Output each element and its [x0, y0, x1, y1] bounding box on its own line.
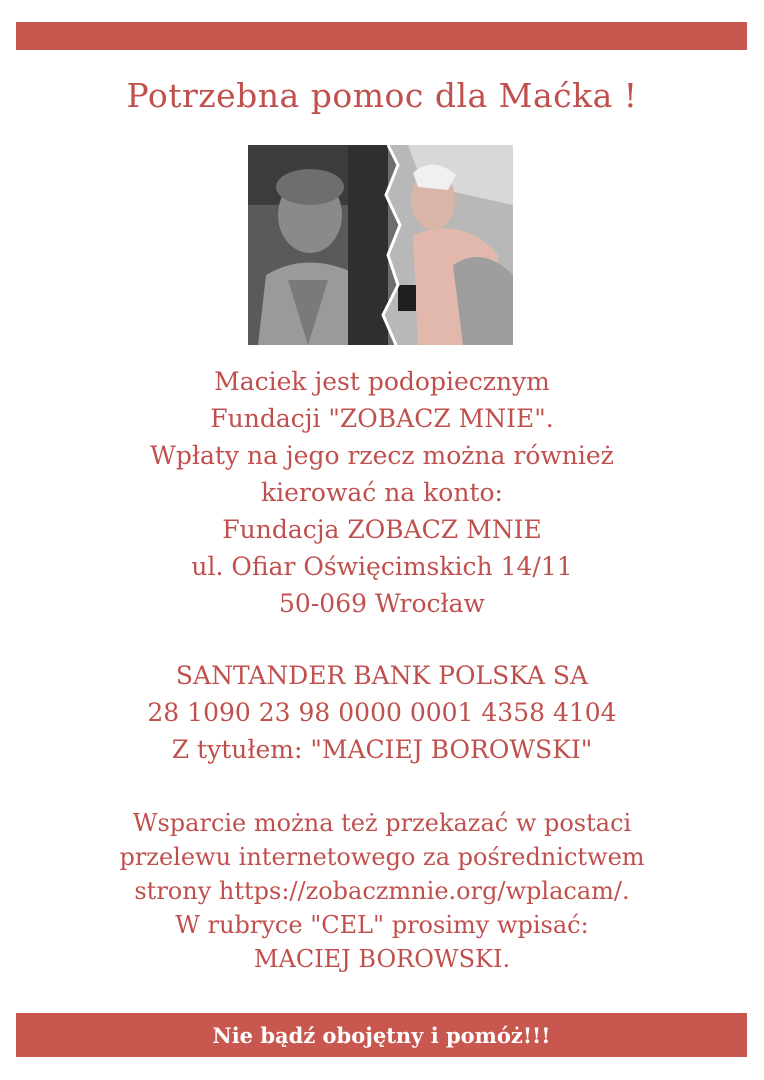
top-banner-bar — [16, 22, 747, 50]
photo-collage — [248, 145, 513, 345]
info-line: Fundacji "ZOBACZ MNIE". — [210, 404, 554, 433]
footer-banner — [16, 1013, 747, 1057]
bank-details — [0, 657, 764, 768]
online-line: przelewu internetowego za pośrednictwem — [119, 843, 645, 871]
foundation-info — [0, 363, 764, 622]
online-line: strony https://zobaczmnie.org/wplacam/. — [134, 877, 630, 905]
info-line: Fundacja ZOBACZ MNIE — [222, 515, 542, 544]
info-line: Maciek jest podopiecznym — [214, 367, 550, 396]
footer-slogan: Nie bądź obojętny i pomóż!!! — [212, 1022, 551, 1048]
online-payment-info — [0, 806, 764, 976]
online-line: MACIEJ BOROWSKI. — [253, 945, 511, 973]
bank-name: SANTANDER BANK POLSKA SA — [175, 661, 589, 690]
info-line: 50-069 Wrocław — [279, 589, 485, 618]
page-title: Potrzebna pomoc dla Maćka ! — [126, 76, 638, 115]
transfer-title: Z tytułem: "MACIEJ BOROWSKI" — [171, 735, 593, 764]
online-line: W rubryce "CEL" prosimy wpisać: — [175, 911, 589, 939]
info-line: kierować na konto: — [261, 478, 503, 507]
online-line: Wsparcie można też przekazać w postaci — [132, 809, 632, 837]
account-number: 28 1090 23 98 0000 0001 4358 4104 — [147, 698, 617, 727]
info-line: Wpłaty na jego rzecz można również — [150, 441, 614, 470]
info-line: ul. Ofiar Oświęcimskich 14/11 — [191, 552, 573, 581]
